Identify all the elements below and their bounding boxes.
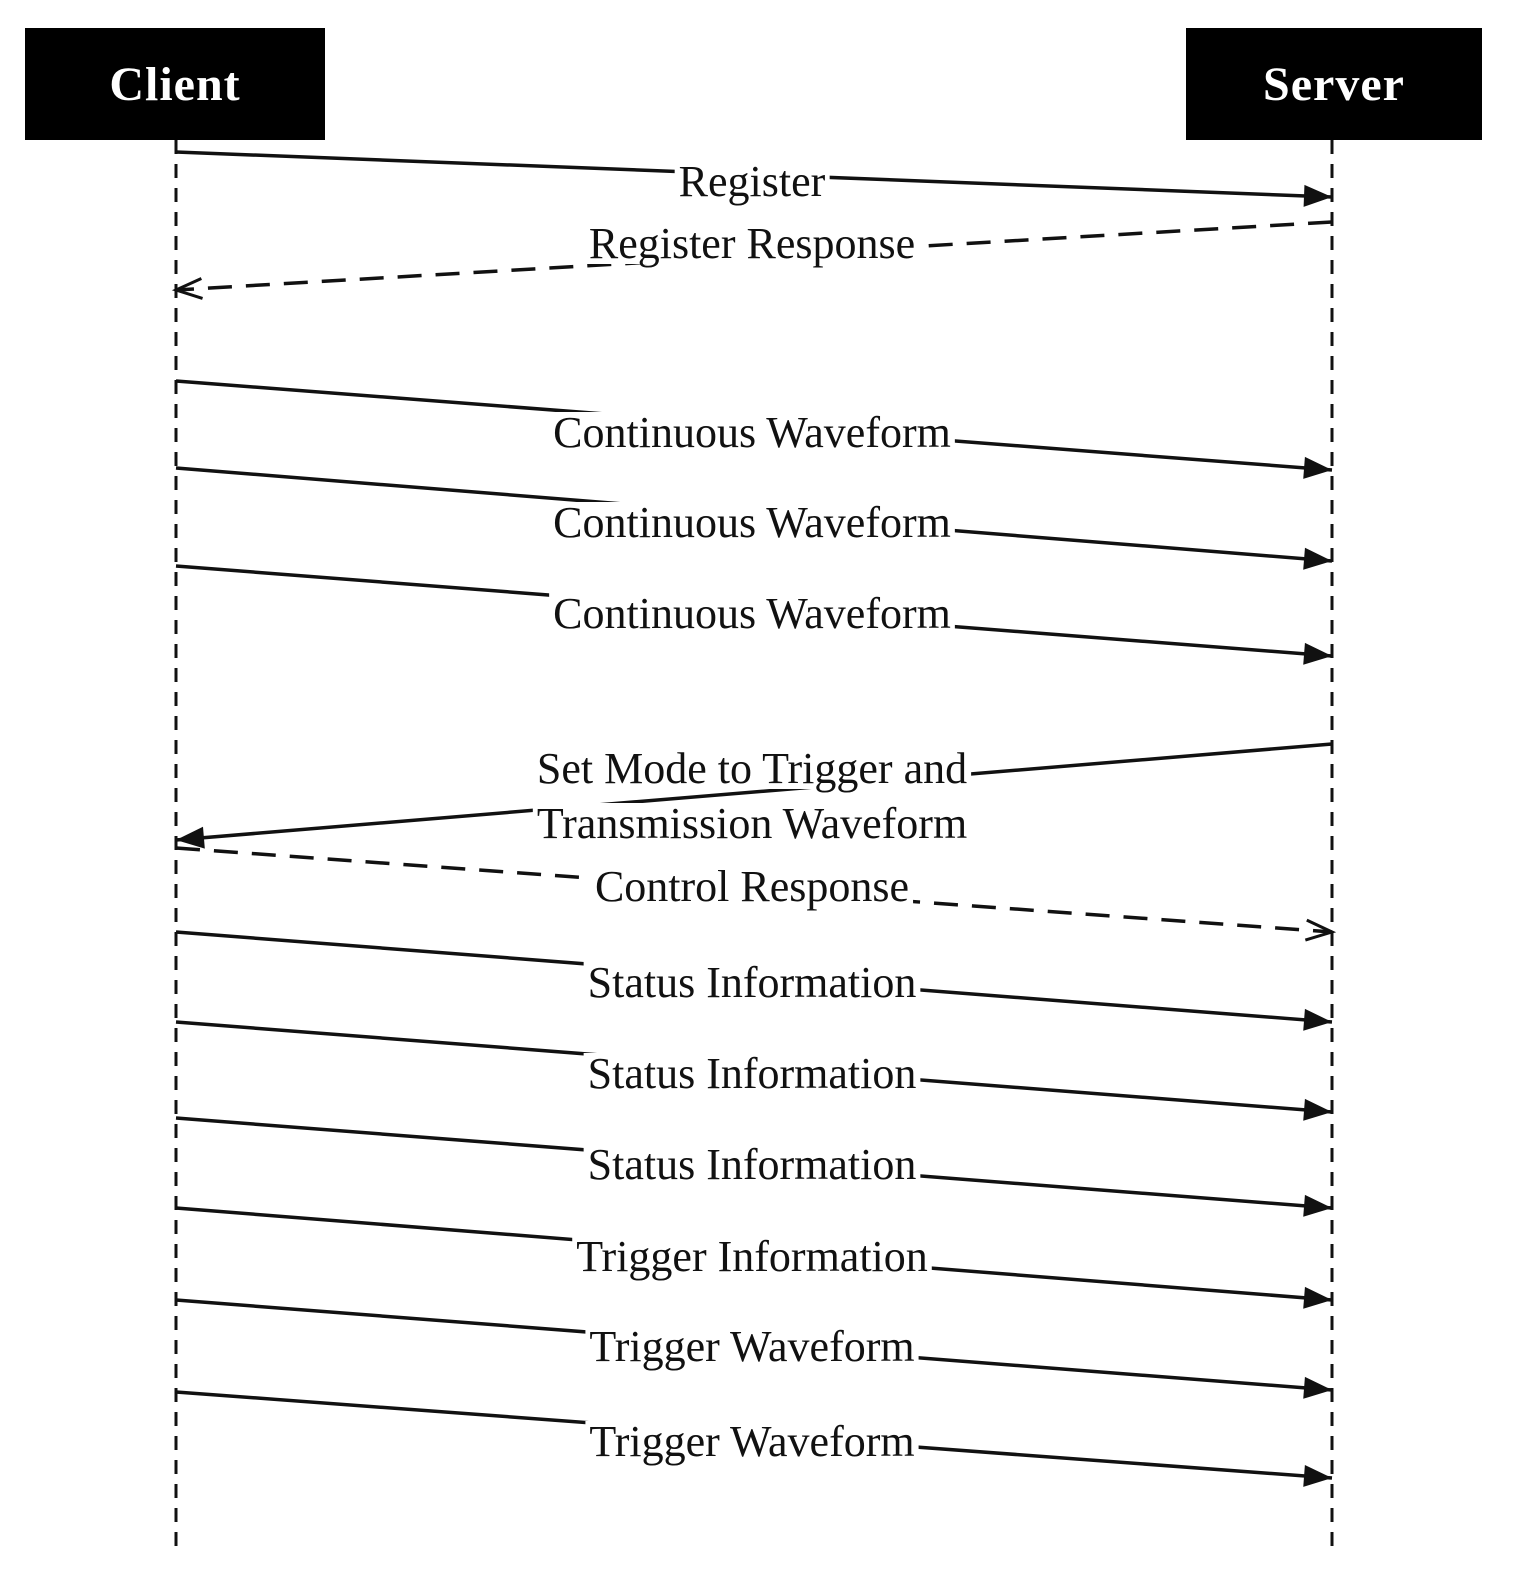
actor-client [25,28,325,140]
message-label-continuous-waveform-4: Continuous Waveform [553,589,951,638]
message-label-register-0: Register [678,157,826,206]
message-label-register-response-1: Register Response [588,219,916,268]
message-label-continuous-waveform-2: Continuous Waveform [553,408,951,457]
message-label-status-information-8: Status Information [587,1049,917,1098]
message-label-trigger-waveform-11: Trigger Waveform [589,1322,915,1371]
message-label-status-information-7: Status Information [587,958,917,1007]
message-label-set-mode-to-trigger-and-transmission-waveform-5-line2: Transmission Waveform [536,799,968,848]
actor-server-label: Server [1263,57,1405,111]
message-label-trigger-information-10: Trigger Information [576,1232,928,1281]
message-label-control-response-6: Control Response [594,862,910,911]
message-label-trigger-waveform-12: Trigger Waveform [589,1417,915,1466]
message-label-continuous-waveform-3: Continuous Waveform [553,498,951,547]
message-label-status-information-9: Status Information [587,1140,917,1189]
actor-client-label: Client [109,57,241,111]
message-label-set-mode-to-trigger-and-transmission-waveform-5: Set Mode to Trigger and [536,744,968,793]
actor-server [1186,28,1482,140]
